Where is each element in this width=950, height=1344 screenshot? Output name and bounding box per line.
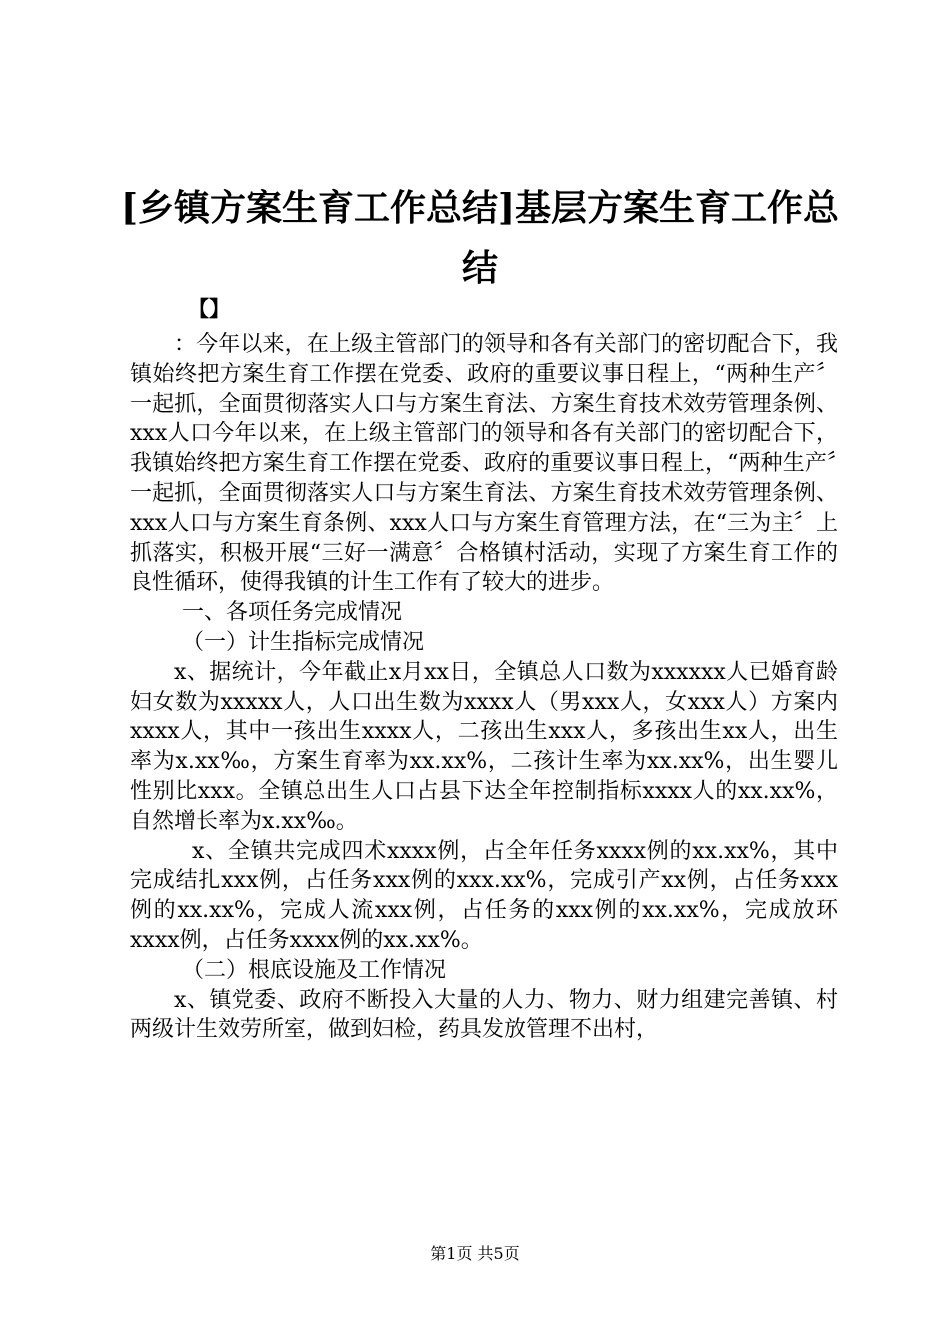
document-title-line-1: [乡镇方案生育工作总结]基层方案生育工作总 [120,187,840,229]
document-title-line-2: 结 [461,247,498,289]
subsection-heading-1: （一）计生指标完成情况 [182,629,425,655]
bracket-marker: 【】 [188,296,230,321]
subsection-heading-2: （二）根底设施及工作情况 [182,957,447,983]
paragraph-statistics: x、据统计，今年截止x月xx日，全镇总人口数为xxxxxx人已婚育龄妇女数为xxxxx人，人口出生数为xxxx人（男xxx人，女xxx人）方案内xxxx人，其中一孩出生xxxx人，二孩出生xxx人，多孩出生xx人，出生率为x.xx‰，方案生育率为xx.xx%，二孩计生率为xx.xx%，出生婴儿性别比xxx。全镇总出生人口占县下达全年控制指标xxxx人的xx.xx%，自然增长率为x.xx‰。 [130,659,838,834]
document-body [130,330,838,1045]
paragraph-intro: ：今年以来，在上级主管部门的领导和各有关部门的密切配合下，我镇始终把方案生育工作摆在党委、政府的重要议事日程上，“两种生产〞一起抓，全面贯彻落实人口与方案生育法、方案生育技术效劳管理条例、xxx人口今年以来，在上级主管部门的领导和各有关部门的密切配合下，我镇始终把方案生育工作摆在党委、政府的重要议事日程上，“两种生产〞一起抓，全面贯彻落实人口与方案生育法、方案生育技术效劳管理条例、xxx人口与方案生育条例、xxx人口与方案生育管理方法，在“三为主〞上抓落实，积极开展“三好一满意〞合格镇村活动，实现了方案生育工作的良性循环，使得我镇的计生工作有了较大的进步。 [130,332,838,596]
paragraph-infrastructure: x、镇党委、政府不断投入大量的人力、物力、财力组建完善镇、村两级计生效劳所室，做到妇检，药具发放管理不出村， [130,987,838,1043]
section-heading-1: 一、各项任务完成情况 [182,600,403,626]
page-number-footer: 第1页 共5页 [430,1244,520,1263]
paragraph-four-procedures: x、全镇共完成四术xxxx例，占全年任务xxxx例的xx.xx%，其中完成结扎xxx例，占任务xxx例的xxx.xx%，完成引产xx例，占任务xxx例的xx.xx%，完成人流xxx例，占任务的xxx例的xx.xx%，完成放环xxxx例，占任务xxxx例的xx.xx%。 [130,838,838,953]
